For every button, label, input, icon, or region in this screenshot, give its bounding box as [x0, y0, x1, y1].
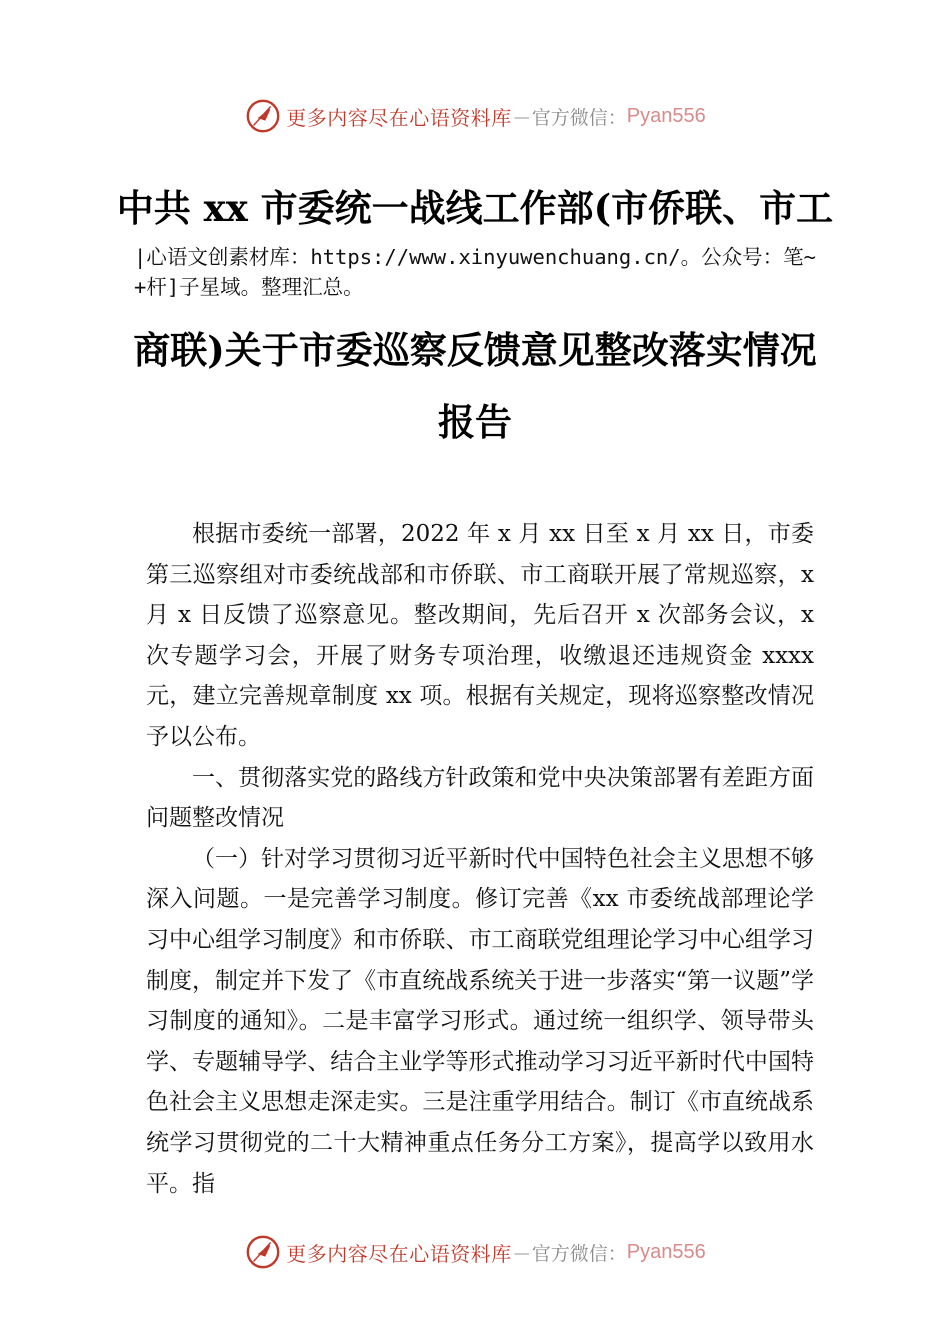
body-paragraph-section-heading: 一、贯彻落实党的路线方针政策和党中央决策部署有差距方面问题整改情况 — [146, 764, 814, 832]
source-note-overlay: |心语文创素材库：https://www.xinyuwenchuang.cn/。公众号：笔~+杆]子星域。整理汇总。 — [134, 245, 816, 299]
banner-text: 更多内容尽在心语资料库 — [286, 105, 512, 130]
feather-logo-icon — [244, 1233, 282, 1271]
banner-wechat-label: 官方微信： — [531, 1242, 627, 1265]
body-paragraph-intro: 根据市委统一部署，2022 年 x 月 xx 日至 x 月 xx 日，市委第三巡察组对市委统战部和市侨联、市工商联开展了常规巡察，x 月 x 日反馈了巡察意见。整改期间，先后召开 x 次部务会议，x 次专题学习会，开展了财务专项治理，收缴退还违规资金 xxxx 元，建立完善规章制度 xx 项。根据有关规定，现将巡察整改情况予以公布。 — [146, 521, 814, 750]
document-title-line-1: 中共 xx 市委统一战线工作部(市侨联、市工 — [116, 186, 834, 230]
document-body — [146, 514, 814, 1204]
banner-text: 更多内容尽在心语资料库 — [286, 1241, 512, 1266]
banner-separator: — — [513, 1242, 530, 1262]
banner-wechat-id: Pyan556 — [626, 104, 706, 127]
document-title-line-3: 报告 — [438, 400, 512, 444]
header-watermark-banner — [0, 96, 950, 136]
footer-watermark-banner — [0, 1232, 950, 1272]
feather-logo-icon — [244, 97, 282, 135]
banner-separator: — — [513, 106, 530, 126]
banner-wechat-id: Pyan556 — [626, 1240, 706, 1263]
document-title-line-2: 商联)关于市委巡察反馈意见整改落实情况 — [133, 328, 817, 372]
banner-wechat-label: 官方微信： — [531, 106, 627, 129]
body-paragraph-item-1: （一）针对学习贯彻习近平新时代中国特色社会主义思想不够深入问题。一是完善学习制度。修订完善《xx 市委统战部理论学习中心组学习制度》和市侨联、市工商联党组理论学习中心组学习制度，制定并下发了《市直统战系统关于进一步落实“第一议题”学习制度的通知》。二是丰富学习形式。通过统一组织学、领导带头学、专题辅导学、结合主业学等形式推动学习习近平新时代中国特色社会主义思想走深走实。三是注重学用结合。制订《市直统战系统学习贯彻党的二十大精神重点任务分工方案》，提高学以致用水平。指 — [146, 845, 814, 1197]
